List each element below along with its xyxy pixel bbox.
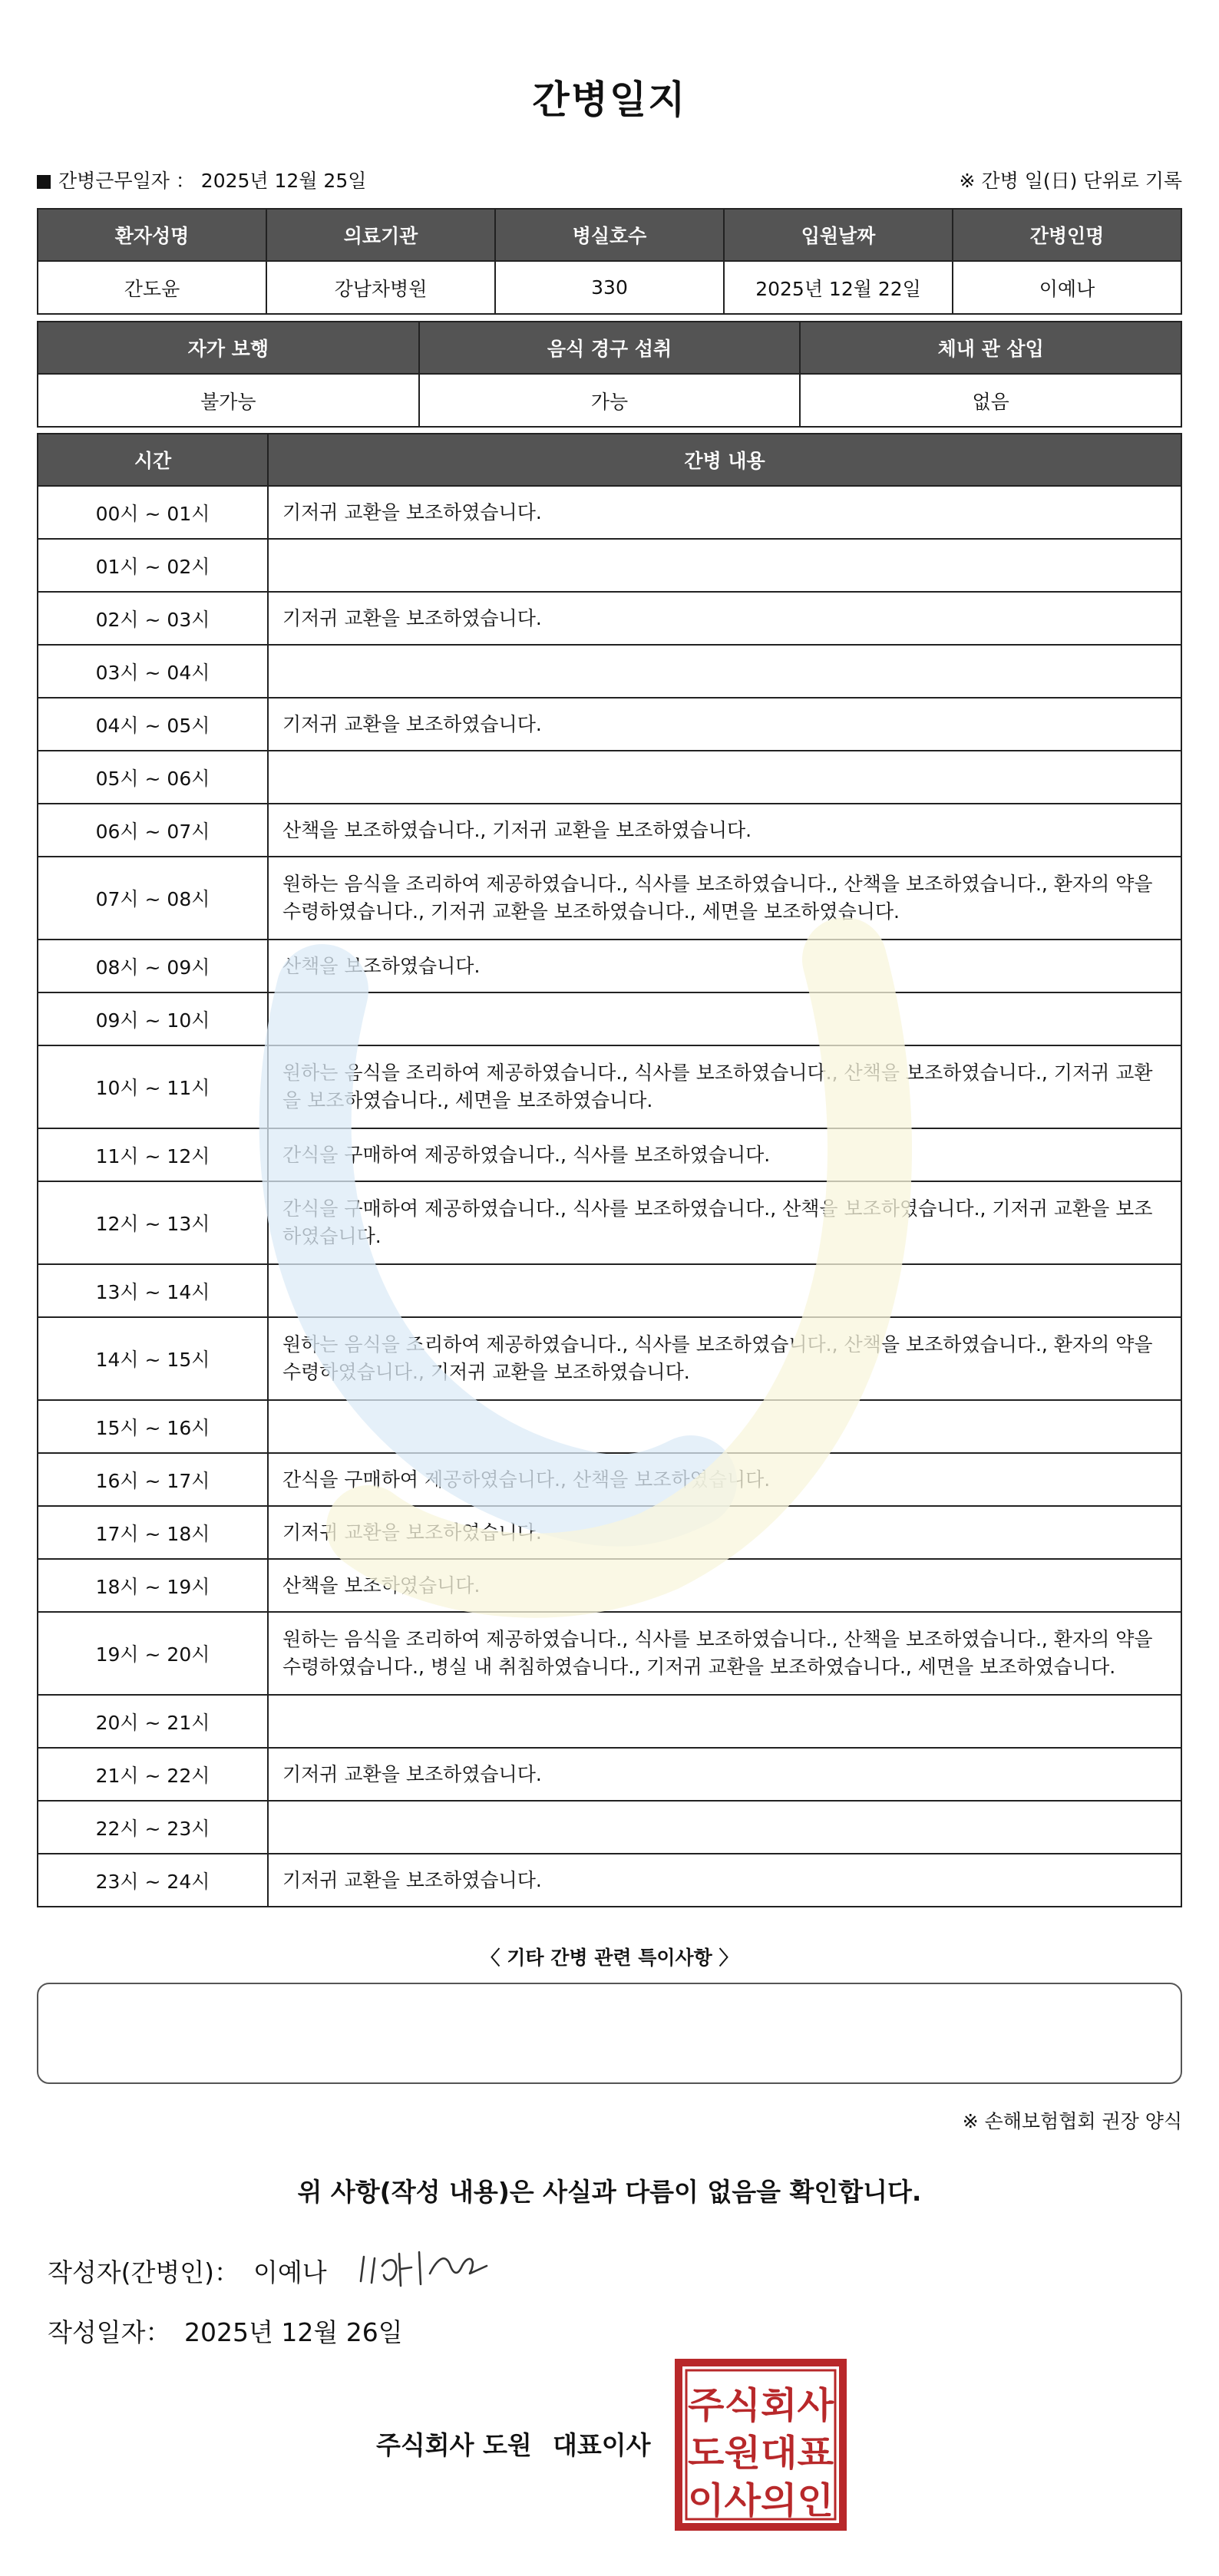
care-log-content: 간식을 구매하여 제공하였습니다., 식사를 보조하였습니다., 산책을 보조하였습니다., 기저귀 교환을 보조하였습니다. [268, 1181, 1181, 1264]
care-log-content: 원하는 음식을 조리하여 제공하였습니다., 식사를 보조하였습니다., 산책을 보조하였습니다., 환자의 약을 수령하였습니다., 기저귀 교환을 보조하였습니다., 세면을 보조하였습니다. [268, 857, 1181, 940]
care-log-content [268, 645, 1181, 698]
care-log-time: 23시 ~ 24시 [38, 1854, 268, 1907]
header-room-number: 병실호수 [495, 209, 724, 261]
care-log-content [268, 1695, 1181, 1748]
value-patient-name: 간도윤 [38, 261, 266, 314]
care-log-content: 기저귀 교환을 보조하였습니다. [268, 592, 1181, 645]
care-log-time: 08시 ~ 09시 [38, 940, 268, 992]
care-log-row [38, 940, 1181, 992]
seal-text-line: 도원대표 [688, 2432, 834, 2475]
care-log-time: 01시 ~ 02시 [38, 539, 268, 592]
care-log-row [38, 1801, 1181, 1854]
handwritten-signature [355, 2243, 493, 2290]
care-log-row [38, 698, 1181, 751]
patient-info-value-row [38, 261, 1181, 314]
patient-status-value-row [38, 374, 1181, 427]
care-log-content: 산책을 보조하였습니다., 기저귀 교환을 보조하였습니다. [268, 804, 1181, 857]
care-log-content [268, 992, 1181, 1045]
care-log-row [38, 539, 1181, 592]
care-log-content: 기저귀 교환을 보조하였습니다. [268, 1506, 1181, 1559]
square-bullet-icon [37, 175, 51, 189]
header-hospital: 의료기관 [266, 209, 495, 261]
header-self-walking: 자가 보행 [38, 322, 419, 374]
value-oral-intake: 가능 [419, 374, 801, 427]
care-log-row [38, 1695, 1181, 1748]
patient-status-table [37, 321, 1182, 428]
care-log-row [38, 1559, 1181, 1612]
header-tube-insertion: 체내 관 삽입 [800, 322, 1181, 374]
seal-text-line: 주식회사 [688, 2385, 834, 2427]
care-log-content [268, 1400, 1181, 1453]
care-log-time: 11시 ~ 12시 [38, 1128, 268, 1181]
care-log-row [38, 1317, 1181, 1400]
care-log-content: 간식을 구매하여 제공하였습니다., 산책을 보조하였습니다. [268, 1453, 1181, 1506]
care-log-time: 03시 ~ 04시 [38, 645, 268, 698]
care-log-row [38, 1854, 1181, 1907]
writer-name: 이예나 [253, 2257, 327, 2287]
care-log-time: 04시 ~ 05시 [38, 698, 268, 751]
value-self-walking: 불가능 [38, 374, 419, 427]
care-log-row [38, 486, 1181, 539]
care-log-time: 22시 ~ 23시 [38, 1801, 268, 1854]
value-caregiver-name: 이예나 [953, 261, 1181, 314]
patient-info-header-row [38, 209, 1181, 261]
care-log-time: 00시 ~ 01시 [38, 486, 268, 539]
care-log-row [38, 804, 1181, 857]
care-log-row [38, 1748, 1181, 1801]
care-log-content: 기저귀 교환을 보조하였습니다. [268, 486, 1181, 539]
care-log-time: 14시 ~ 15시 [38, 1317, 268, 1400]
header-care-content: 간병 내용 [268, 434, 1181, 486]
care-log-time: 17시 ~ 18시 [38, 1506, 268, 1559]
header-time: 시간 [38, 434, 268, 486]
care-log-content: 원하는 음식을 조리하여 제공하였습니다., 식사를 보조하였습니다., 산책을 보조하였습니다., 기저귀 교환을 보조하였습니다., 세면을 보조하였습니다. [268, 1045, 1181, 1128]
header-caregiver-name: 간병인명 [953, 209, 1181, 261]
writer-label: 작성자(간병인)： [48, 2257, 240, 2287]
patient-status-header-row [38, 322, 1181, 374]
care-log-body [38, 486, 1181, 1907]
care-log-row [38, 751, 1181, 804]
care-log-time: 09시 ~ 10시 [38, 992, 268, 1045]
value-hospital: 강남차병원 [266, 261, 495, 314]
care-log-time: 19시 ~ 20시 [38, 1612, 268, 1695]
care-log-time: 06시 ~ 07시 [38, 804, 268, 857]
care-log-row [38, 992, 1181, 1045]
care-log-content: 원하는 음식을 조리하여 제공하였습니다., 식사를 보조하였습니다., 산책을 보조하였습니다., 환자의 약을 수령하였습니다., 병실 내 취침하였습니다., 기저귀 교환을 보조하였습니다., 세면을 보조하였습니다. [268, 1612, 1181, 1695]
company-ceo-title: 대표이사 [553, 2430, 651, 2460]
care-log-content: 원하는 음식을 조리하여 제공하였습니다., 식사를 보조하였습니다., 산책을 보조하였습니다., 환자의 약을 수령하였습니다., 기저귀 교환을 보조하였습니다. [268, 1317, 1181, 1400]
header-oral-intake: 음식 경구 섭취 [419, 322, 801, 374]
care-log-time: 07시 ~ 08시 [38, 857, 268, 940]
work-date [37, 166, 366, 193]
care-log-row [38, 1400, 1181, 1453]
special-notes-box [37, 1983, 1182, 2084]
header-patient-name: 환자성명 [38, 209, 266, 261]
care-log-time: 18시 ~ 19시 [38, 1559, 268, 1612]
written-date-value: 2025년 12월 26일 [184, 2317, 403, 2347]
value-tube-insertion: 없음 [800, 374, 1181, 427]
care-log-row [38, 592, 1181, 645]
unit-note: ※ 간병 일(日) 단위로 기록 [959, 170, 1182, 192]
header-admission-date: 입원날짜 [724, 209, 953, 261]
care-log-content [268, 1801, 1181, 1854]
care-log-time: 10시 ~ 11시 [38, 1045, 268, 1128]
care-log-time: 13시 ~ 14시 [38, 1264, 268, 1317]
patient-info-table [37, 208, 1182, 315]
seal-text-line: 이사의인 [688, 2480, 834, 2522]
special-notes-heading: 〈 기타 간병 관련 특이사항 〉 [481, 1947, 738, 1969]
company-seal-stamp [674, 2358, 847, 2531]
care-log-content: 산책을 보조하였습니다. [268, 940, 1181, 992]
written-date-label: 작성일자： [48, 2317, 171, 2347]
care-log-content: 기저귀 교환을 보조하였습니다. [268, 1748, 1181, 1801]
care-log-header-row [38, 434, 1181, 486]
care-log-row [38, 1506, 1181, 1559]
care-log-content [268, 1264, 1181, 1317]
care-log-row [38, 1045, 1181, 1128]
care-log-time: 20시 ~ 21시 [38, 1695, 268, 1748]
care-log-content [268, 751, 1181, 804]
care-log-time: 21시 ~ 22시 [38, 1748, 268, 1801]
care-log-row [38, 1181, 1181, 1264]
confirmation-statement: 위 사항(작성 내용)은 사실과 다름이 없음을 확인합니다. [297, 2177, 922, 2207]
care-log-time: 15시 ~ 16시 [38, 1400, 268, 1453]
care-log-row [38, 645, 1181, 698]
care-log-row [38, 1128, 1181, 1181]
care-log-content [268, 539, 1181, 592]
care-log-content: 기저귀 교환을 보조하였습니다. [268, 1854, 1181, 1907]
form-note: ※ 손해보험협회 권장 양식 [962, 2110, 1182, 2132]
care-log-row [38, 1612, 1181, 1695]
work-date-text: 간병근무일자 ： 2025년 12월 25일 [58, 170, 367, 192]
care-log-row [38, 1453, 1181, 1506]
care-log-time: 02시 ~ 03시 [38, 592, 268, 645]
value-room-number: 330 [495, 261, 724, 314]
care-log-row [38, 857, 1181, 940]
care-log-time: 12시 ~ 13시 [38, 1181, 268, 1264]
care-log-content: 기저귀 교환을 보조하였습니다. [268, 698, 1181, 751]
care-log-time: 16시 ~ 17시 [38, 1453, 268, 1506]
care-log-content: 간식을 구매하여 제공하였습니다., 식사를 보조하였습니다. [268, 1128, 1181, 1181]
care-log-row [38, 1264, 1181, 1317]
care-log-time: 05시 ~ 06시 [38, 751, 268, 804]
company-name: 주식회사 도원 [376, 2430, 532, 2460]
document-title: 간병일지 [532, 78, 687, 122]
care-log-content: 산책을 보조하였습니다. [268, 1559, 1181, 1612]
value-admission-date: 2025년 12월 22일 [724, 261, 953, 314]
care-log-table [37, 433, 1182, 1907]
